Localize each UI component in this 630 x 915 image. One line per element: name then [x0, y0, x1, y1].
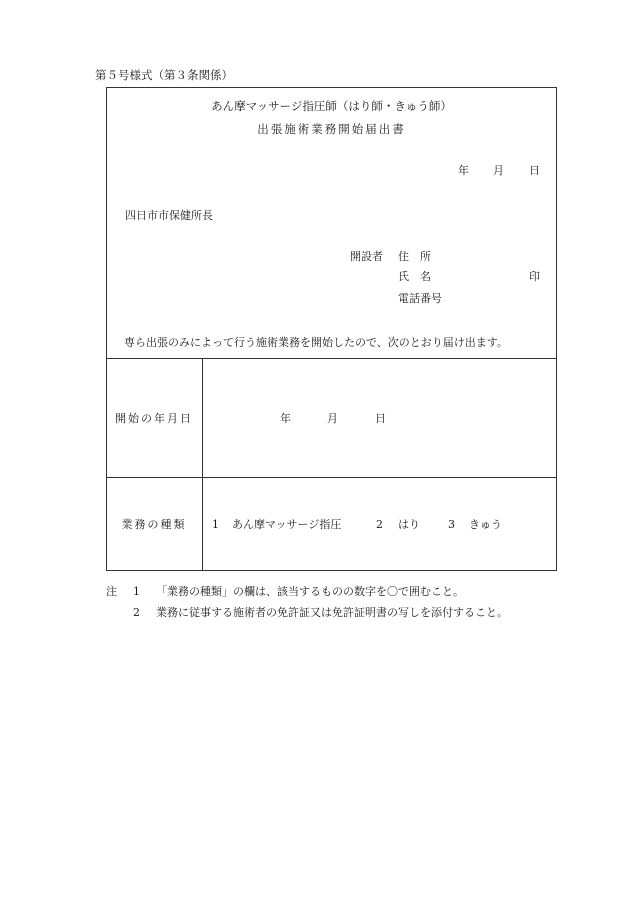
- note-2-text: 業務に従事する施術者の免許証又は免許証明書の写しを添付すること。: [156, 606, 508, 619]
- address-field-label: 住 所: [398, 250, 431, 263]
- note-2-number: 2: [133, 606, 140, 619]
- date-year-label: 年: [458, 164, 469, 177]
- type-option-3-text: きゅう: [469, 518, 502, 531]
- type-option-2-text: はり: [398, 518, 420, 531]
- form-title-line1: あん摩マッサージ指圧師（はり師・きゅう師）: [211, 99, 452, 113]
- form-frame: [106, 87, 557, 571]
- table-column-divider: [202, 358, 203, 571]
- date-day-label: 日: [529, 164, 540, 177]
- table-divider-middle: [106, 477, 557, 478]
- phone-field-label: 電話番号: [398, 292, 442, 305]
- start-month-label: 月: [327, 412, 338, 425]
- type-option-1-text: あん摩マッサージ指圧: [232, 518, 342, 531]
- type-option-3-number: 3: [448, 518, 455, 531]
- start-year-label: 年: [280, 412, 291, 425]
- start-date-row-label: 開始の年月日: [115, 412, 193, 425]
- date-month-label: 月: [493, 164, 504, 177]
- type-option-1-number: 1: [212, 518, 219, 531]
- note-1-number: 1: [133, 585, 140, 598]
- form-number-label: 第５号様式（第３条関係）: [95, 68, 233, 82]
- type-option-2-number: 2: [376, 518, 383, 531]
- applicant-label: 開設者: [350, 250, 383, 263]
- note-1-text: 「業務の種類」の欄は、該当するものの数字を〇で囲むこと。: [156, 585, 464, 598]
- table-divider-top: [106, 358, 557, 359]
- business-type-row-label: 業務の種類: [121, 518, 187, 531]
- name-field-label: 氏 名: [398, 270, 431, 283]
- form-title-line2: 出張施術業務開始届出書: [257, 122, 406, 136]
- start-day-label: 日: [375, 412, 386, 425]
- notes-prefix: 注: [106, 585, 117, 598]
- statement-text: 専ら出張のみによって行う施術業務を開始したので、次のとおり届け出ます。: [124, 336, 508, 349]
- seal-mark: 印: [529, 270, 540, 283]
- addressee: 四日市市保健所長: [125, 209, 213, 222]
